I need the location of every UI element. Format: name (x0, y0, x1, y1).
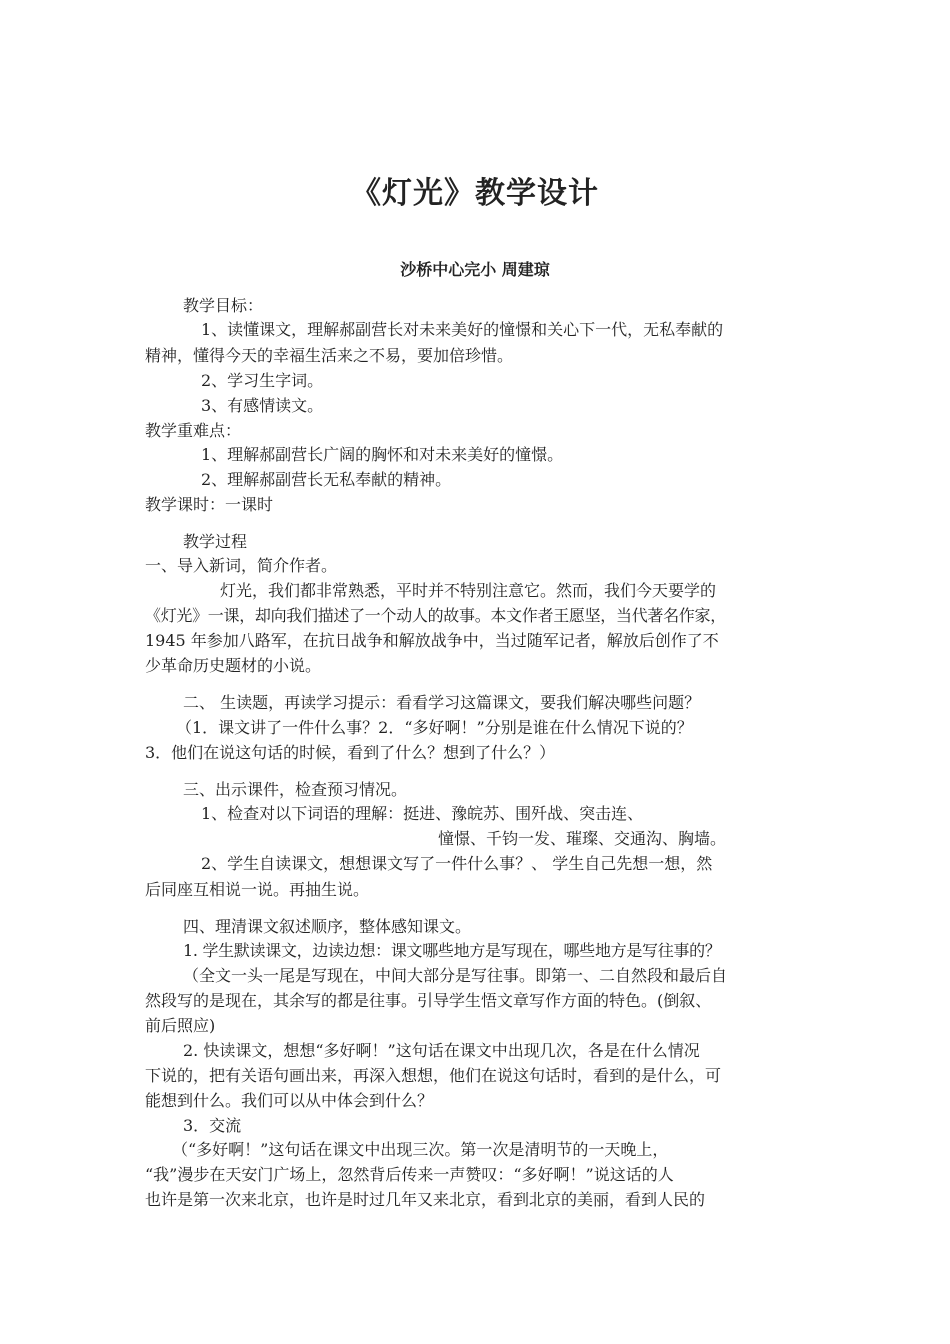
document-title: 《灯光》教学设计 (351, 176, 599, 211)
paragraph-line: （“多好啊！”这句话在课文中出现三次。第一次是清明节的一天晚上， (172, 1140, 669, 1159)
paragraph-line: （1．课文讲了一件什么事？2．“多好啊！”分别是谁在什么情况下说的？ (176, 718, 693, 737)
paragraph-line: 然段写的是现在，其余写的都是往事。引导学生悟文章写作方面的特色。(倒叙、 (145, 991, 712, 1010)
paragraph-line: 3、有感情读文。 (201, 396, 324, 415)
paragraph-line: 1、读懂课文，理解郝副营长对未来美好的憧憬和关心下一代，无私奉献的 (201, 320, 724, 339)
paragraph-line: 教学目标： (183, 296, 264, 315)
paragraph-line: 1945 年参加八路军，在抗日战争和解放战争中，当过随军记者，解放后创作了不 (145, 631, 719, 650)
section-heading: 二、 生读题，再读学习提示：看看学习这篇课文，要我们解决哪些问题？ (183, 693, 701, 712)
paragraph-line: 2、学习生字词。 (201, 371, 324, 390)
paragraph-line: 3．他们在说这句话的时候，看到了什么？想到了什么？） (145, 743, 556, 762)
paragraph-line: 2、理解郝副营长无私奉献的精神。 (201, 470, 452, 489)
paragraph-line: 2、学生自读课文，想想课文写了一件什么事？、 学生自己先想一想，然 (201, 854, 713, 873)
paragraph-line: 2. 快读课文，想想“多好啊！”这句话在课文中出现几次，各是在什么情况 (183, 1041, 700, 1060)
section-heading: 教学过程 (183, 532, 248, 551)
paragraph-line: （全文一头一尾是写现在，中间大部分是写往事。即第一、二自然段和最后自 (183, 966, 728, 985)
paragraph-line: 憧憬、千钧一发、璀璨、交通沟、胸墙。 (438, 829, 727, 848)
paragraph-line: 3．交流 (183, 1116, 242, 1135)
paragraph-line: 1. 学生默读课文，边读边想：课文哪些地方是写现在，哪些地方是写往事的？ (183, 941, 721, 960)
paragraph-line: 精神，懂得今天的幸福生活来之不易，要加倍珍惜。 (145, 346, 514, 365)
paragraph-line: 能想到什么。我们可以从中体会到什么？ (145, 1091, 434, 1110)
paragraph-line: 前后照应) (145, 1016, 216, 1035)
paragraph-line: 1、检查对以下词语的理解：挺进、豫皖苏、围歼战、突击连、 (201, 804, 644, 823)
paragraph-line: 也许是第一次来北京，也许是时过几年又来北京，看到北京的美丽，看到人民的 (145, 1190, 706, 1209)
paragraph-line: 1、理解郝副营长广阔的胸怀和对未来美好的憧憬。 (201, 445, 564, 464)
section-heading: 三、出示课件，检查预习情况。 (183, 780, 408, 799)
paragraph-line: 《灯光》一课，却向我们描述了一个动人的故事。本文作者王愿坚，当代著名作家， (145, 606, 726, 625)
paragraph-line: 后同座互相说一说。再抽生说。 (145, 880, 370, 899)
section-heading: 教学课时：一课时 (145, 495, 274, 514)
section-heading: 教学重难点： (145, 421, 242, 440)
paragraph-line: 下说的，把有关语句画出来，再深入想想，他们在说这句话时，看到的是什么，可 (145, 1066, 722, 1085)
paragraph-line: 灯光，我们都非常熟悉，平时并不特别注意它。然而，我们今天要学的 (220, 581, 717, 600)
section-heading: 一、导入新词，简介作者。 (145, 556, 338, 575)
paragraph-line: “我”漫步在天安门广场上，忽然背后传来一声赞叹：“多好啊！”说这话的人 (145, 1165, 674, 1184)
paragraph-line: 少革命历史题材的小说。 (145, 656, 322, 675)
document-author: 沙桥中心完小 周建琼 (400, 260, 550, 279)
section-heading: 四、理清课文叙述顺序，整体感知课文。 (183, 917, 472, 936)
